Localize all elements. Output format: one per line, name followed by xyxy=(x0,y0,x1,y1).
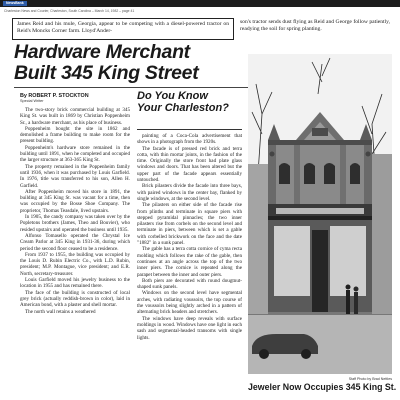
article-column-2 xyxy=(137,133,242,389)
column1-paragraph: From 1937 to 1955, the building was occupied by the Louis D. Rubin Electric Co., with L.D. Rubin, president; M.P. Montague, vice president; and E.R. North, secretary-treasurer. xyxy=(20,251,130,277)
column-kicker xyxy=(137,91,242,127)
carryover-caption-text: James Reid and his mule, Georgia, appear to be competing with a diesel-powered tractor on Reid's Moncks Corner farm. Lloyd'Ander- xyxy=(17,21,229,34)
column2-paragraph: painting of a Coca-Cola advertisement that shows in a photograph from the 1920s. xyxy=(137,133,242,146)
column1-paragraph: The face of the building is constructed of local grey brick (actually reddish-brown in color), laid in American bond, with a plaster and shell mortar. xyxy=(20,289,130,309)
byline-role: Special Writer xyxy=(20,99,44,103)
column2-paragraph: Windows on the second level have segmental arches, with radiating voussoirs, the top course of the voussoirs being slightly arched in a pattern of alternating brick headers and stretchers. xyxy=(137,290,242,316)
kicker-divider xyxy=(137,129,242,130)
column1-paragraph: Louis Garfield moved his jewelry business to the location in 1955 and has remained there. xyxy=(20,277,130,290)
kicker-line-1: Do You Know xyxy=(137,90,208,102)
article-headline xyxy=(14,42,244,84)
column1-paragraph: After Poppenheim moved his store in 1891, the building at 345 King St. was vacant for a time, then was occupied by the Bosse Shoe Company. The proprietor, Thomas Teasdale, lived upstairs. xyxy=(20,188,130,214)
column2-paragraph: The gable has a terra cotta cornice of cyma recta molding which follows the rake of the gable, then continues at an angle across the top of the two inner piers. The cornice is repeated along the parapet between the inner and outer piers. xyxy=(137,246,242,278)
photo-credit: Staff Photo by Brad Nettles xyxy=(348,377,392,381)
column1-paragraph: In 1905, the candy company was taken over by the Popletons brothers (James, Theo and Bouvier), who resided upstairs and operated the business until 1935. xyxy=(20,214,130,233)
column2-paragraph: Brick pilasters divide the facade into three bays, with paired windows in the center bay, flanked by single windows, at the second level. xyxy=(137,183,242,202)
column1-paragraph: The property remained in the Poppenheim family until 1936, when it was purchased by Louis Garfield. In 1976, title was transferred to his son, Allen H. Garfield. xyxy=(20,163,130,189)
kicker-line-2: Your Charleston? xyxy=(137,101,229,114)
column2-paragraph: The windows have deep reveals with surface moldings in wood. Windows have one light in each sash and segmental-headed transoms with single lights. xyxy=(137,315,242,341)
column2-paragraph: The pilasters on either side of the facade rise from plinths and terminate in square piers with stepped pyramidal pinnacles; the two inner pilasters rise from corbels on the second level and terminate in piers, between which is set a gable with corbelled brickwork on the face and the date "1882" in a sunk panel. xyxy=(137,202,242,247)
viewer-toolbar xyxy=(0,0,400,7)
column1-paragraph: Poppenheim's hardware store remained in the building until 1891, when he completed and occupied the larger structure at 363-365 King St. xyxy=(20,144,130,164)
column1-paragraph: Poppenheim bought the site in 1862 and demolished a frame building to make room for the present building. xyxy=(20,125,130,145)
column2-paragraph: The facade is of pressed red brick and terra cotta, with thin mortar joints, in the fashion of the time. Originally the store front had plate glass windows and doors. That has been altered but the upper part of the facade appears essentially untouched. xyxy=(137,145,242,184)
headline-line-2: Built 345 King Street xyxy=(14,62,199,84)
column1-paragraph: The north wall retains a weathered xyxy=(25,308,96,315)
building-photo-illustration xyxy=(248,54,392,374)
photo-caption: Jeweler Now Occupies 345 King St. xyxy=(248,382,397,392)
viewer-logo[interactable]: NewsBank xyxy=(3,1,27,6)
column2-paragraph: Both piers are decorated with round dougtnut-shaped sunk panels. xyxy=(137,277,242,291)
citation-line: Charleston News and Courier, Charleston, South Carolina – March 14, 1982 – page 41 xyxy=(4,9,135,13)
article-column-1 xyxy=(20,107,130,369)
headline-line-1: Hardware Merchant xyxy=(14,41,190,63)
byline-name: By ROBERT P. STOCKTON xyxy=(20,93,89,99)
column1-paragraph: Alfonso Tomasello operated the Chrystal Ice Cream Parlor at 345 King in 1931-36, during which period the second floor ceased to be a residence. xyxy=(20,232,130,252)
building-photo xyxy=(248,54,392,374)
column1-paragraph: The two-story brick commercial building at 345 King St. was built in 1869 by Christian Poppenheim Sr., a hardware merchant, as his place of business. xyxy=(20,107,130,126)
carryover-caption-box xyxy=(12,18,234,40)
carryover-caption-continued: son's tractor sends dust flying as Reid and George follow patiently, readying the soil for spring planting. xyxy=(240,19,390,32)
